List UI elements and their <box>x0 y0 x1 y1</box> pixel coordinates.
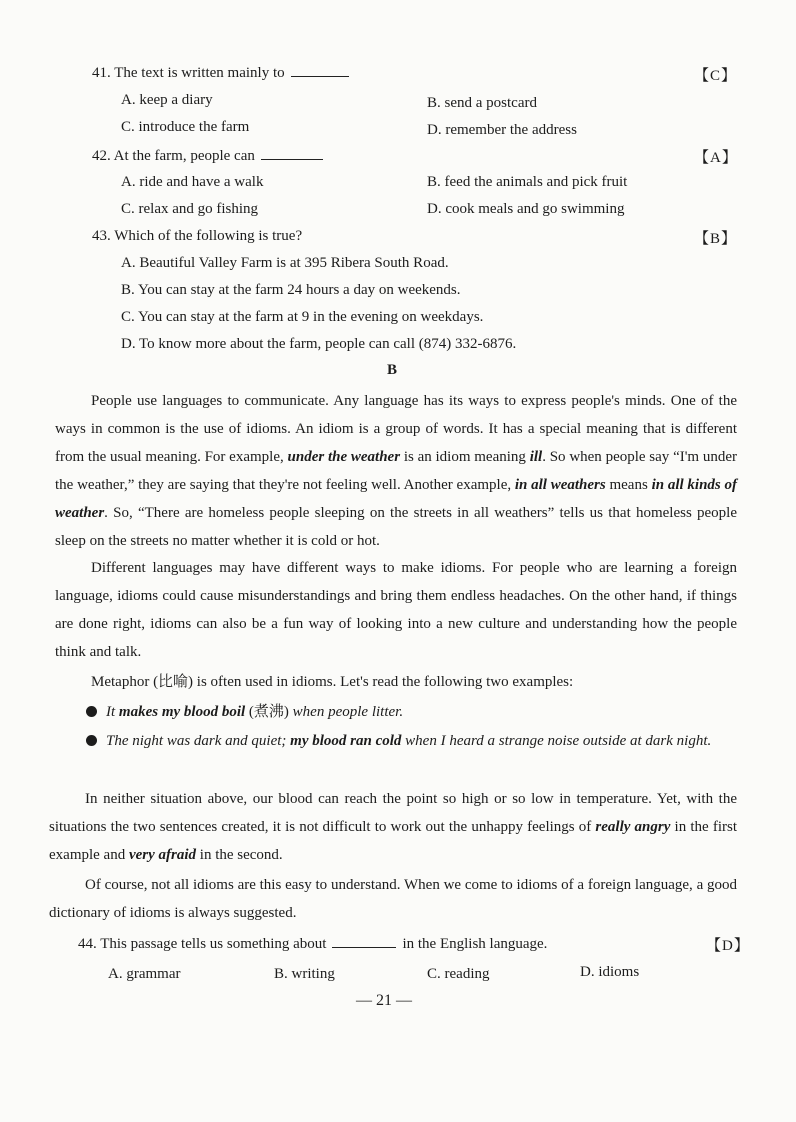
q44-option-a: A. grammar <box>108 966 181 982</box>
paragraph-5: Of course, not all idioms are this easy to understand. When we come to idioms of a foreign language, a good dictionary of idioms is always suggested. <box>49 877 737 921</box>
q43-option-c: C. You can stay at the farm at 9 in the evening on weekdays. <box>121 309 484 325</box>
bullet-icon <box>86 735 97 746</box>
q42-option-b: B. feed the animals and pick fruit <box>427 174 628 190</box>
paragraph-4: In neither situation above, our blood can reach the point so high or so low in temperature. Yet, with the situations the two sentences created, it is not difficult to work out the unhappy feelings of really angry in the first example and very afraid in the second. <box>49 791 738 863</box>
question-43-answer: 【B】 <box>694 231 738 247</box>
q41-option-d: D. remember the address <box>427 122 577 138</box>
q44-option-d: D. idioms <box>580 964 640 980</box>
q44-option-c: C. reading <box>427 966 490 982</box>
question-41-answer: 【C】 <box>694 68 738 84</box>
question-43-stem: 43. Which of the following is true? <box>92 228 303 244</box>
answer-blank <box>332 933 396 948</box>
example-2: The night was dark and quiet; my blood ran cold when I heard a strange noise outside at dark night. <box>106 733 712 749</box>
paragraph-3: Metaphor (比喻) is often used in idioms. Let's read the following two examples: <box>91 674 574 690</box>
question-42-answer: 【A】 <box>694 150 738 166</box>
q43-option-a: A. Beautiful Valley Farm is at 395 Ribera South Road. <box>121 255 449 271</box>
question-41-stem: 41. The text is written mainly to <box>92 62 349 83</box>
q44-option-b: B. writing <box>274 966 335 982</box>
answer-blank <box>261 145 323 160</box>
answer-blank <box>291 62 349 77</box>
question-44-stem: 44. This passage tells us something about in the English language. <box>78 933 547 954</box>
page-number: — 21 — <box>356 992 412 1009</box>
q41-option-a: A. keep a diary <box>121 92 213 108</box>
q43-option-b: B. You can stay at the farm 24 hours a day on weekends. <box>121 282 461 298</box>
q41-option-c: C. introduce the farm <box>121 119 250 135</box>
bullet-icon <box>86 706 97 717</box>
example-1: It makes my blood boil (煮沸) when people litter. <box>106 704 404 720</box>
q41-option-b: B. send a postcard <box>427 95 537 111</box>
q42-option-a: A. ride and have a walk <box>121 174 264 190</box>
paragraph-2: Different languages may have different ways to make idioms. For people who are learning a foreign language, idioms could cause misunderstandings and bring them endless headaches. On the other hand, if things are done right, idioms can also be a fun way of looking into a new culture and understanding how the people think and talk. <box>55 560 737 660</box>
q42-option-c: C. relax and go fishing <box>121 201 259 217</box>
q43-option-d: D. To know more about the farm, people can call (874) 332-6876. <box>121 336 517 352</box>
q42-option-d: D. cook meals and go swimming <box>427 201 625 217</box>
question-42-stem: 42. At the farm, people can <box>92 145 323 166</box>
section-title: B <box>387 362 398 378</box>
paragraph-1: People use languages to communicate. Any language has its ways to express people's minds. One of the ways in common is the use of idioms. An idiom is a group of words. It has a special meaning that is different from the usual meaning. For example, under the weather is an idiom meaning ill. So when people say “I'm under the weather,” they are saying that they're not feeling well. Another example, in all weathers means in all kinds of weather. So, “There are homeless people sleeping on the streets in all weathers” tells us that homeless people sleep on the streets no matter whether it is cold or hot. <box>55 393 738 549</box>
question-44-answer: 【D】 <box>706 938 750 954</box>
